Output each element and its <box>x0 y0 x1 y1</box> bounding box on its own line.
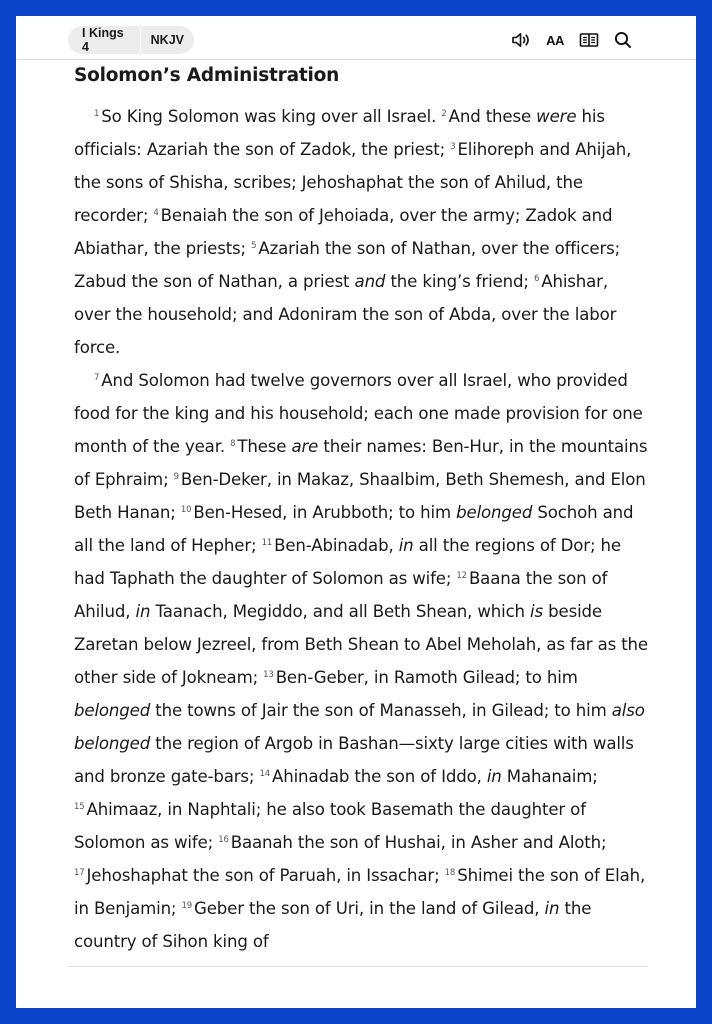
section-heading: Solomon’s Administration <box>74 65 340 86</box>
verse-italic-text: and <box>354 272 386 291</box>
verse-text-run: the towns of Jair the son of Manasseh, in Gilead; to him <box>150 701 612 720</box>
verse-italic-text: in <box>486 767 502 786</box>
verse-number: 5 <box>251 241 257 252</box>
verse-text-run: Geber the son of Uri, in the land of Gilead, <box>194 899 545 918</box>
verse-text-run: Benaiah the son of Jehoiada, over the army; Zadok and Abiathar, the priests; <box>74 206 613 258</box>
version-button[interactable]: NKJV <box>150 33 184 47</box>
verse-text-run: Baana the son of Ahilud, <box>74 569 608 621</box>
search-icon[interactable] <box>606 28 640 52</box>
toolbar-icons <box>504 28 640 52</box>
verse-text-run: the king’s friend; <box>385 272 534 291</box>
verse-number: 14 <box>259 769 271 780</box>
verse-number: 15 <box>74 802 85 813</box>
verse-italic-text: in <box>135 602 151 621</box>
verse-text-run: Ahimaaz, in Naphtali; he also took Basemath the daughter of Solomon as wife; <box>74 800 586 852</box>
verse-text-run: Ben-Deker, in Makaz, Shaalbim, Beth Shemesh, and Elon Beth Hanan; <box>74 470 646 522</box>
verse-italic-text: are <box>291 437 319 456</box>
verse-number: 6 <box>533 274 540 285</box>
verse-text-run: Sochoh and all the land of Hepher; <box>74 503 634 555</box>
verse-text-run: And Solomon had twelve governors over all Israel, who provided food for the king and his household; each one made provision for one month of the year. <box>74 371 643 456</box>
verse-text <box>74 100 648 958</box>
verse-paragraph <box>74 364 648 958</box>
reader-page <box>16 16 696 1008</box>
text-size-icon[interactable] <box>538 28 572 52</box>
verse-number: 2 <box>441 109 447 120</box>
verse-number: 3 <box>450 142 456 153</box>
verse-italic-text: also belonged <box>74 701 645 753</box>
verse-text-run: the country of Sihon king of <box>74 899 592 951</box>
verse-number: 7 <box>94 373 100 384</box>
verse-text-run: And these <box>448 107 537 126</box>
verse-text-run: Baanah the son of Hushai, in Asher and Aloth; <box>230 833 607 852</box>
verse-text-run: his officials: Azariah the son of Zadok, the priest; <box>74 107 605 159</box>
book-chapter-button[interactable]: I Kings 4 <box>82 26 124 54</box>
verse-number: 8 <box>230 439 236 450</box>
audio-icon[interactable] <box>504 28 538 52</box>
verse-text-run: Ahishar, over the household; and Adoniram the son of Abda, over the labor force. <box>74 272 617 357</box>
verse-number: 16 <box>218 835 229 846</box>
verse-text-run: So King Solomon was king over all Israel. <box>101 107 442 126</box>
verse-italic-text: belonged <box>456 503 533 522</box>
verse-text-run: Ben-Geber, in Ramoth Gilead; to him <box>275 668 578 687</box>
verse-italic-text: belonged <box>74 701 151 720</box>
verse-number: 12 <box>456 571 467 582</box>
verse-italic-text: in <box>398 536 414 555</box>
verse-number: 1 <box>94 109 100 120</box>
verse-paragraph <box>74 100 648 364</box>
verse-number: 4 <box>153 208 159 219</box>
verse-number: 10 <box>180 505 192 516</box>
top-toolbar <box>16 16 696 60</box>
verse-text-run: the region of Argob in Bashan—sixty large cities with walls and bronze gate-bars; <box>74 734 634 786</box>
text-size-label: AA <box>546 32 564 48</box>
verse-text-run: Shimei the son of Elah, in Benjamin; <box>74 866 646 918</box>
verse-italic-text: is <box>530 602 544 621</box>
verse-number: 11 <box>261 538 273 549</box>
verse-number: 19 <box>181 901 193 912</box>
verse-text-run: Ben-Abinadab, <box>274 536 399 555</box>
verse-text-run: Ben-Hesed, in Arubboth; to him <box>193 503 457 522</box>
verse-text-run: Elihoreph and Ahijah, the sons of Shisha, scribes; Jehoshaphat the son of Ahilud, the recorder; <box>74 140 632 225</box>
verse-number: 9 <box>173 472 179 483</box>
verse-italic-text: were <box>536 107 577 126</box>
verse-number: 13 <box>263 670 274 681</box>
verse-text-run: all the regions of Dor; he had Taphath the daughter of Solomon as wife; <box>74 536 621 588</box>
verse-text-run: Jehoshaphat the son of Paruah, in Issachar; <box>86 866 445 885</box>
verse-italic-text: in <box>544 899 560 918</box>
verse-number: 17 <box>74 868 85 879</box>
verse-text-run: Mahanaim; <box>501 767 598 786</box>
verse-text-run: their names: Ben-Hur, in the mountains of Ephraim; <box>74 437 648 489</box>
book-view-icon[interactable] <box>572 28 606 52</box>
verse-text-run: Taanach, Megiddo, and all Beth Shean, which <box>150 602 531 621</box>
verse-text-run: Azariah the son of Nathan, over the officers; Zabud the son of Nathan, a priest <box>74 239 621 291</box>
verse-text-run: beside Zaretan below Jezreel, from Beth Shean to Abel Meholah, as far as the other side of Jokneam; <box>74 602 648 687</box>
chapter-content <box>74 64 648 958</box>
verse-text-run: These <box>237 437 292 456</box>
verse-number: 18 <box>444 868 456 879</box>
bottom-divider <box>68 966 648 967</box>
verse-text-run: Ahinadab the son of Iddo, <box>272 767 487 786</box>
passage-selector <box>68 26 194 54</box>
